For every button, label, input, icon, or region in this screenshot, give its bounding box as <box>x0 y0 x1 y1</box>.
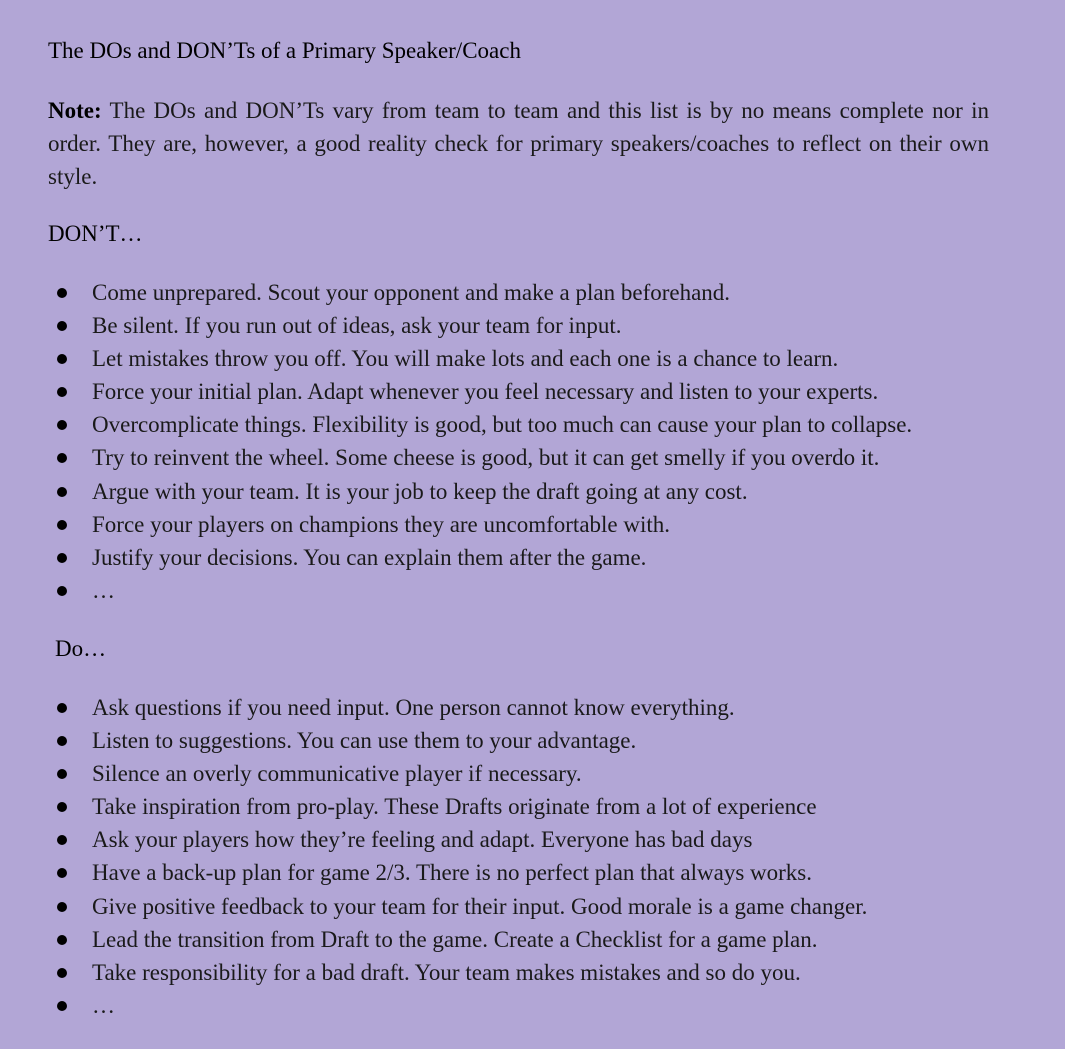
do-heading: Do… <box>55 636 107 661</box>
bullet-icon <box>57 487 67 497</box>
document-title: The DOs and DON’Ts of a Primary Speaker/Coach <box>48 38 521 63</box>
dont-item-text: Come unprepared. Scout your opponent and make a plan beforehand. <box>92 280 731 305</box>
note-label: Note: <box>48 98 102 123</box>
bullet-icon <box>57 553 67 563</box>
do-item-text: Take inspiration from pro-play. These Drafts originate from a lot of experience <box>92 794 817 820</box>
dont-heading: DON’T… <box>48 221 143 246</box>
dont-item-text: Force your players on champions they are uncomfortable with. <box>92 511 671 537</box>
note-text: The DOs and DON’Ts vary from team to team and this list is by no means complete nor in order. They are, however, a good reality check for primary speakers/coaches to reflect on their own style. <box>48 98 989 189</box>
bullet-icon <box>57 586 67 596</box>
bullet-icon <box>57 387 67 397</box>
do-item-text: Have a back-up plan for game 2/3. There is no perfect plan that always works. <box>92 860 812 886</box>
note-paragraph <box>48 94 989 193</box>
bullet-icon <box>57 420 67 430</box>
bullet-icon <box>57 835 67 845</box>
bullet-icon <box>57 1001 67 1011</box>
bullet-icon <box>57 354 67 364</box>
bullet-icon <box>57 802 67 812</box>
dont-item-text: Let mistakes throw you off. You will make lots and each one is a chance to learn. <box>92 346 839 372</box>
do-item-text: Ask questions if you need input. One person cannot know everything. <box>92 695 735 720</box>
do-item-text: Ask your players how they’re feeling and adapt. Everyone has bad days <box>92 827 753 853</box>
dont-item-text: Be silent. If you run out of ideas, ask your team for input. <box>92 313 622 339</box>
bullet-icon <box>57 769 67 779</box>
dont-item-text: … <box>92 577 115 603</box>
bullet-icon <box>57 935 67 945</box>
dont-item-text: Overcomplicate things. Flexibility is good, but too much can cause your plan to collapse. <box>92 412 913 438</box>
do-item-text: … <box>92 992 115 1018</box>
bullet-icon <box>57 968 67 978</box>
dont-item-text: Argue with your team. It is your job to keep the draft going at any cost. <box>92 478 748 504</box>
bullet-icon <box>57 288 67 298</box>
dont-item-text: Justify your decisions. You can explain them after the game. <box>92 544 647 570</box>
do-item-text: Give positive feedback to your team for their input. Good morale is a game changer. <box>92 893 868 919</box>
bullet-icon <box>57 321 67 331</box>
bullet-icon <box>57 703 67 713</box>
do-item-text: Take responsibility for a bad draft. Your team makes mistakes and so do you. <box>92 959 801 985</box>
dont-item-text: Try to reinvent the wheel. Some cheese is good, but it can get smelly if you overdo it. <box>92 445 880 471</box>
bullet-icon <box>57 902 67 912</box>
bullet-icon <box>57 453 67 463</box>
bullet-icon <box>57 868 67 878</box>
bullet-icon <box>57 520 67 530</box>
dont-item-text: Force your initial plan. Adapt whenever you feel necessary and listen to your experts. <box>92 379 879 405</box>
do-item-text: Lead the transition from Draft to the game. Create a Checklist for a game plan. <box>92 926 818 952</box>
do-item-text: Listen to suggestions. You can use them to your advantage. <box>92 728 637 754</box>
do-item-text: Silence an overly communicative player if necessary. <box>92 761 582 787</box>
bullet-icon <box>57 736 67 746</box>
